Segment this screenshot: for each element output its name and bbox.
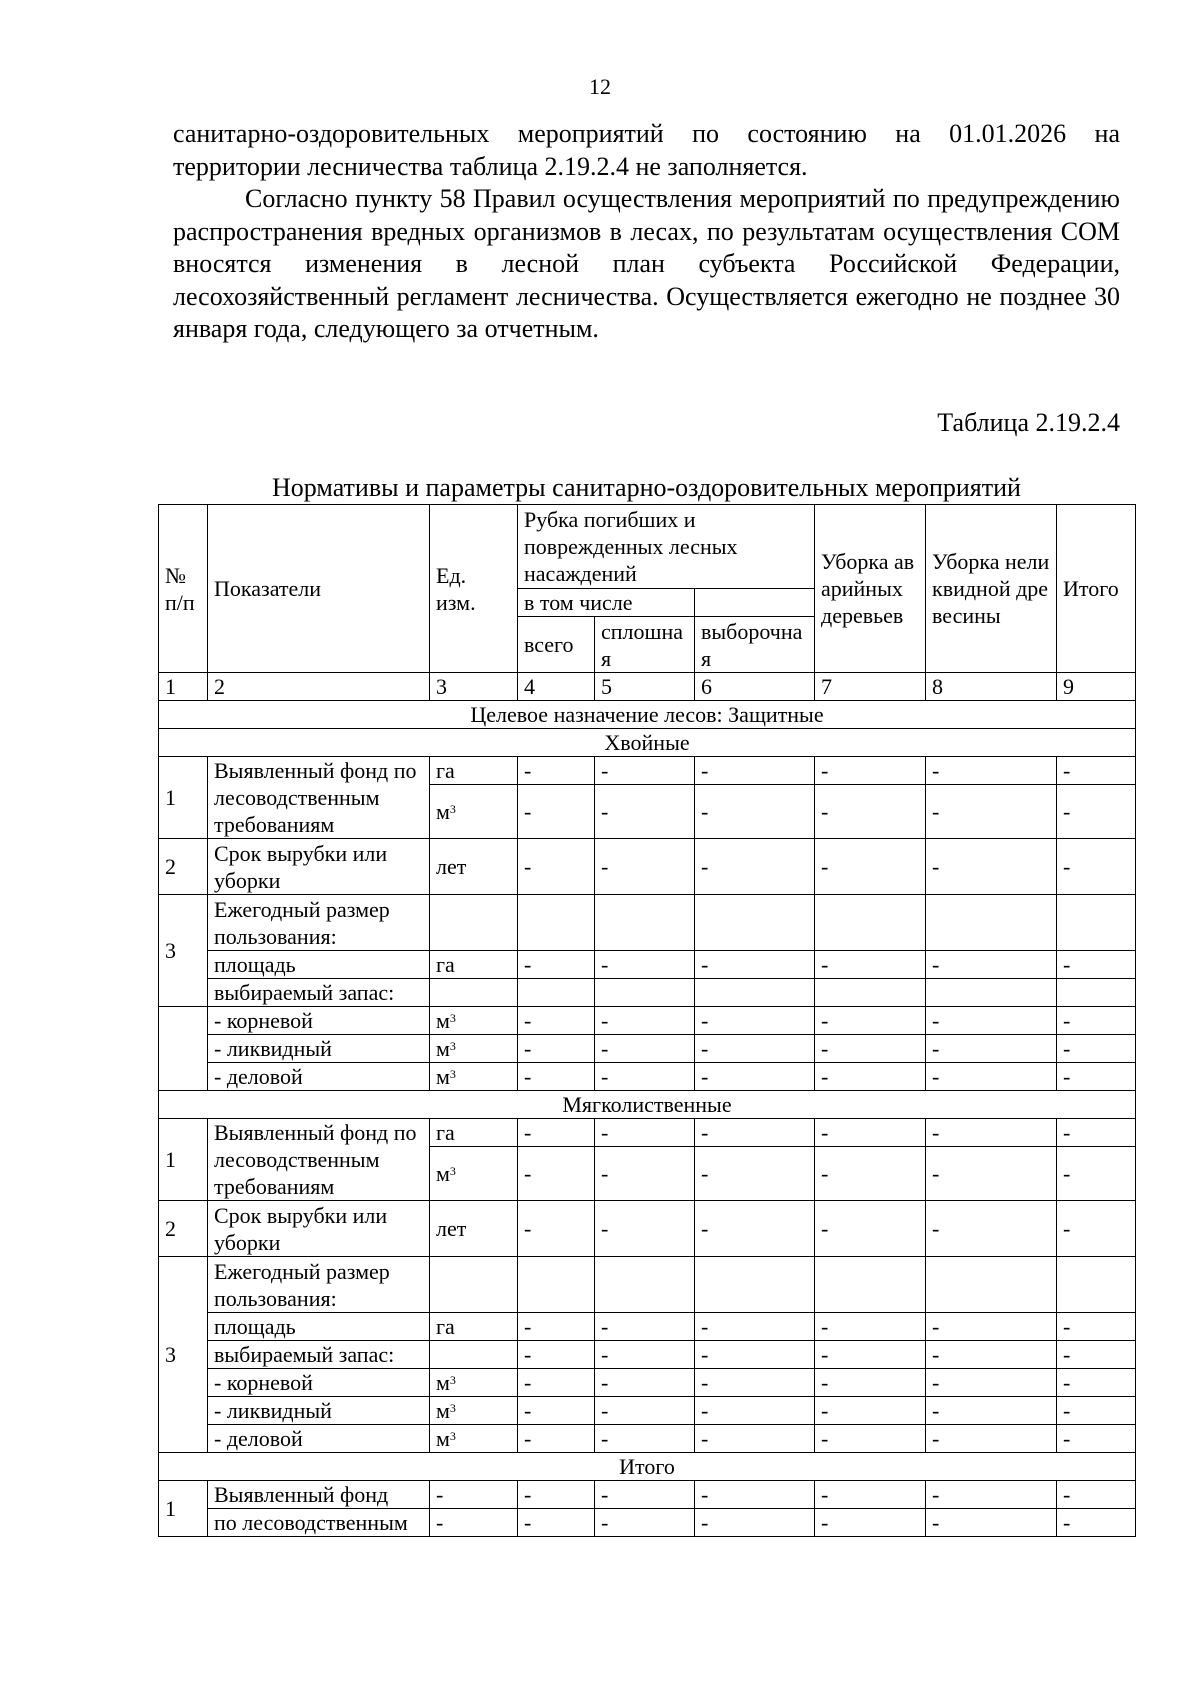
dash-cell: - xyxy=(695,785,815,839)
header-selective: выборочная xyxy=(695,617,815,673)
row-fund: Выявленный фонд по лесоводственным требованиям xyxy=(208,757,430,839)
dash-cell: - xyxy=(695,1425,815,1453)
dash-cell: - xyxy=(1057,1425,1136,1453)
unit-m3: $м^3$ xyxy=(430,1035,518,1063)
dash-cell: - xyxy=(518,1341,595,1369)
empty-cell xyxy=(430,895,518,951)
paragraph-1: санитарно-оздоровительных мероприятий по состоянию на 01.01.2026 на территории лесничества таблица 2.19.2.4 не заполняется. xyxy=(173,119,1120,181)
dash-cell: - xyxy=(815,1201,926,1257)
unit-ha: га xyxy=(430,951,518,979)
empty-cell xyxy=(695,979,815,1007)
dash-cell: - xyxy=(815,757,926,785)
dash-cell: - xyxy=(815,1035,926,1063)
dash-cell: - xyxy=(695,839,815,895)
dash-cell: - xyxy=(926,1341,1057,1369)
dash-cell: - xyxy=(595,1007,695,1035)
dash-cell: - xyxy=(1057,1369,1136,1397)
col-number: 3 xyxy=(430,673,518,701)
row-annual: Ежегодный размер пользования: xyxy=(208,895,430,951)
dash-cell: - xyxy=(926,1397,1057,1425)
dash-cell: - xyxy=(815,839,926,895)
row-fund-line1: Выявленный фонд xyxy=(208,1481,430,1509)
unit-years: лет xyxy=(430,1201,518,1257)
dash-cell: - xyxy=(926,1509,1057,1537)
unit-m3: $м^3$ xyxy=(430,1063,518,1091)
header-indicators: Показатели xyxy=(208,505,430,673)
dash-cell: - xyxy=(815,1063,926,1091)
dash-cell: - xyxy=(518,1147,595,1201)
row-root: - корневой xyxy=(208,1369,430,1397)
unit-m3: $м^3$ xyxy=(430,1147,518,1201)
empty-cell xyxy=(695,1257,815,1313)
table-number: Таблица 2.19.2.4 xyxy=(937,408,1120,437)
dash-cell: - xyxy=(926,1201,1057,1257)
dash-cell: - xyxy=(815,1397,926,1425)
empty-cell xyxy=(926,979,1057,1007)
dash-cell: - xyxy=(695,1007,815,1035)
dash-cell: - xyxy=(1057,1509,1136,1537)
dash-cell: - xyxy=(595,1509,695,1537)
dash-cell: - xyxy=(518,1119,595,1147)
dash-cell: - xyxy=(595,1147,695,1201)
dash-cell: - xyxy=(695,1397,815,1425)
dash-cell: - xyxy=(695,1147,815,1201)
unit-m3: $м^3$ xyxy=(430,1425,518,1453)
header-clear: сплошная xyxy=(595,617,695,673)
unit-m3: $м^3$ xyxy=(430,1007,518,1035)
unit-m3: $м^3$ xyxy=(430,1369,518,1397)
row-root: - корневой xyxy=(208,1007,430,1035)
dash-cell: - xyxy=(926,951,1057,979)
dash-cell: - xyxy=(518,1397,595,1425)
dash-cell: - xyxy=(815,1341,926,1369)
dash-cell: - xyxy=(695,1119,815,1147)
dash-cell: - xyxy=(695,1369,815,1397)
unit-m3: $м^3$ xyxy=(430,785,518,839)
col-number: 8 xyxy=(926,673,1057,701)
dash-cell: - xyxy=(595,1119,695,1147)
dash-cell: - xyxy=(1057,1119,1136,1147)
empty-cell xyxy=(595,979,695,1007)
row-number: 2 xyxy=(159,1201,208,1257)
dash-cell: - xyxy=(595,757,695,785)
unit-years: лет xyxy=(430,839,518,895)
dash-cell: - xyxy=(815,1509,926,1537)
dash-cell: - xyxy=(926,839,1057,895)
dash-cell: - xyxy=(926,1035,1057,1063)
dash-cell: - xyxy=(815,1007,926,1035)
row-annual: Ежегодный размер пользования: xyxy=(208,1257,430,1313)
dash-cell: - xyxy=(926,1119,1057,1147)
dash-cell: - xyxy=(1057,757,1136,785)
row-area: площадь xyxy=(208,1313,430,1341)
dash-cell: - xyxy=(815,1425,926,1453)
dash-cell: - xyxy=(815,1481,926,1509)
dash-cell: - xyxy=(1057,1201,1136,1257)
dash-cell: - xyxy=(695,757,815,785)
row-number: 1 xyxy=(159,1119,208,1201)
dash-cell: - xyxy=(1057,1007,1136,1035)
empty-cell xyxy=(430,1257,518,1313)
dash-cell: - xyxy=(926,1481,1057,1509)
dash-cell: - xyxy=(1057,839,1136,895)
row-fund-line2: по лесоводственным xyxy=(208,1509,430,1537)
empty-cell xyxy=(430,979,518,1007)
row-liquid: - ликвидный xyxy=(208,1397,430,1425)
col-number: 1 xyxy=(159,673,208,701)
dash-cell: - xyxy=(595,785,695,839)
dash-cell: - xyxy=(695,951,815,979)
dash-cell: - xyxy=(595,1201,695,1257)
unit-ha: га xyxy=(430,1313,518,1341)
empty-cell xyxy=(1057,979,1136,1007)
dash-cell: - xyxy=(1057,1063,1136,1091)
dash-cell: - xyxy=(1057,785,1136,839)
empty-cell xyxy=(595,1257,695,1313)
empty-cell xyxy=(518,979,595,1007)
dash-cell: - xyxy=(695,1063,815,1091)
empty-cell xyxy=(815,979,926,1007)
empty-cell xyxy=(926,895,1057,951)
dash-cell: - xyxy=(518,1035,595,1063)
dash-cell: - xyxy=(518,1481,595,1509)
col-number: 5 xyxy=(595,673,695,701)
dash-cell: - xyxy=(815,1313,926,1341)
row-fund: Выявленный фонд по лесоводственным требованиям xyxy=(208,1119,430,1201)
dash-cell: - xyxy=(815,785,926,839)
paragraph-2: Согласно пункту 58 Правил осуществления мероприятий по предупреждению распространения вредных организмов в лесах, по результатам осуществления СОМ вносятся изменения в лесной план субъекта Российской Федерации, лесохозяйственный регламент лесничества. Осуществляется ежегодно не позднее 30 января года, следующего за отчетным. xyxy=(173,184,1120,343)
header-total: всего xyxy=(518,617,595,673)
unit-ha: га xyxy=(430,1119,518,1147)
dash-cell: - xyxy=(595,1063,695,1091)
dash-cell: - xyxy=(595,1481,695,1509)
row-stock: выбираемый запас: xyxy=(208,1341,430,1369)
dash-cell: - xyxy=(695,1035,815,1063)
dash-cell: - xyxy=(926,1313,1057,1341)
dash-cell: - xyxy=(1057,951,1136,979)
dash-cell: - xyxy=(518,757,595,785)
row-term: Срок вырубки или уборки xyxy=(208,1201,430,1257)
dash-cell: - xyxy=(815,1369,926,1397)
header-including: в том числе xyxy=(518,589,695,617)
dash-cell: - xyxy=(595,1341,695,1369)
col-number: 4 xyxy=(518,673,595,701)
empty-cell xyxy=(1057,1257,1136,1313)
dash-cell: - xyxy=(595,1425,695,1453)
row-business: - деловой xyxy=(208,1063,430,1091)
group-softleaf: Мягколиственные xyxy=(159,1091,1136,1119)
col-number: 9 xyxy=(1057,673,1136,701)
dash-cell: - xyxy=(595,839,695,895)
dash-cell: - xyxy=(1057,1035,1136,1063)
dash-cell: - xyxy=(1057,1397,1136,1425)
page-number: 12 xyxy=(589,74,611,99)
dash-cell: - xyxy=(518,951,595,979)
row-liquid: - ликвидный xyxy=(208,1035,430,1063)
norms-table xyxy=(158,504,1136,1537)
dash-cell: - xyxy=(695,1481,815,1509)
header-itogo: Итого xyxy=(1057,505,1136,673)
dash-cell: - xyxy=(926,1369,1057,1397)
dash-cell: - xyxy=(926,757,1057,785)
empty-cell xyxy=(430,1341,518,1369)
dash-cell: - xyxy=(926,1425,1057,1453)
header-unit: Ед. изм. xyxy=(430,505,518,673)
empty-cell xyxy=(159,1007,208,1091)
unit-ha: га xyxy=(430,757,518,785)
section-purpose: Целевое назначение лесов: Защитные xyxy=(159,701,1136,729)
row-number: 1 xyxy=(159,1481,208,1537)
dash-cell: - xyxy=(1057,1313,1136,1341)
empty-cell xyxy=(595,895,695,951)
dash-cell: - xyxy=(1057,1147,1136,1201)
empty-cell xyxy=(518,895,595,951)
dash-cell: - xyxy=(430,1481,518,1509)
dash-cell: - xyxy=(815,951,926,979)
dash-cell: - xyxy=(518,785,595,839)
dash-cell: - xyxy=(518,1063,595,1091)
col-number: 7 xyxy=(815,673,926,701)
col-number: 2 xyxy=(208,673,430,701)
dash-cell: - xyxy=(1057,1481,1136,1509)
dash-cell: - xyxy=(518,839,595,895)
header-num: № п/п xyxy=(159,505,208,673)
empty-cell xyxy=(815,895,926,951)
header-emergency: Уборка аварийных деревьев xyxy=(815,505,926,673)
unit-m3: $м^3$ xyxy=(430,1397,518,1425)
dash-cell: - xyxy=(926,1007,1057,1035)
group-conifer: Хвойные xyxy=(159,729,1136,757)
dash-cell: - xyxy=(926,785,1057,839)
dash-cell: - xyxy=(595,1313,695,1341)
dash-cell: - xyxy=(1057,1341,1136,1369)
dash-cell: - xyxy=(518,1425,595,1453)
row-number: 3 xyxy=(159,895,208,1007)
row-number: 2 xyxy=(159,839,208,895)
empty-cell xyxy=(1057,895,1136,951)
header-nonliquid: Уборка неликвидной древесины xyxy=(926,505,1057,673)
dash-cell: - xyxy=(518,1313,595,1341)
empty-cell xyxy=(926,1257,1057,1313)
dash-cell: - xyxy=(518,1509,595,1537)
row-term: Срок вырубки или уборки xyxy=(208,839,430,895)
dash-cell: - xyxy=(518,1201,595,1257)
dash-cell: - xyxy=(815,1147,926,1201)
dash-cell: - xyxy=(430,1509,518,1537)
empty-cell xyxy=(518,1257,595,1313)
group-total: Итого xyxy=(159,1453,1136,1481)
dash-cell: - xyxy=(695,1201,815,1257)
row-area: площадь xyxy=(208,951,430,979)
dash-cell: - xyxy=(926,1063,1057,1091)
header-felling: Рубка погибших и поврежденных лесных насаждений xyxy=(518,505,815,589)
dash-cell: - xyxy=(595,951,695,979)
col-number: 6 xyxy=(695,673,815,701)
dash-cell: - xyxy=(595,1397,695,1425)
row-stock: выбираемый запас: xyxy=(208,979,430,1007)
row-number: 1 xyxy=(159,757,208,839)
dash-cell: - xyxy=(695,1509,815,1537)
dash-cell: - xyxy=(518,1007,595,1035)
dash-cell: - xyxy=(926,1147,1057,1201)
dash-cell: - xyxy=(695,1341,815,1369)
dash-cell: - xyxy=(695,1313,815,1341)
empty-cell xyxy=(695,895,815,951)
row-number: 3 xyxy=(159,1257,208,1453)
dash-cell: - xyxy=(595,1369,695,1397)
empty-cell xyxy=(815,1257,926,1313)
row-business: - деловой xyxy=(208,1425,430,1453)
dash-cell: - xyxy=(518,1369,595,1397)
dash-cell: - xyxy=(815,1119,926,1147)
table-title: Нормативы и параметры санитарно-оздоровительных мероприятий xyxy=(272,473,1021,502)
dash-cell: - xyxy=(595,1035,695,1063)
